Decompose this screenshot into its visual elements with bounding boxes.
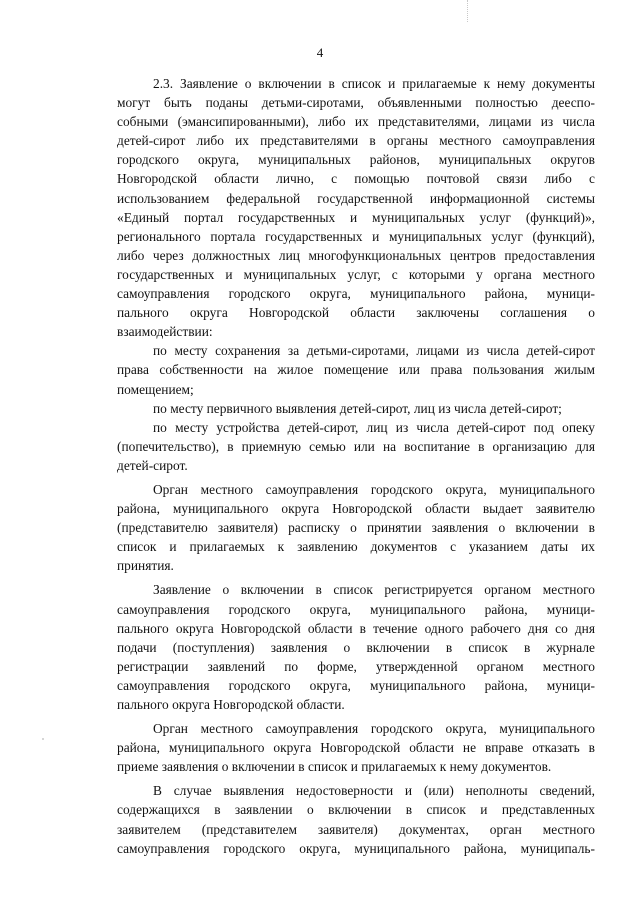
- text-line: содержащихся в заявлении о включении в список и представленных: [117, 802, 595, 818]
- text-line: самоуправления городского округа, муниципального района, муниципаль-: [117, 840, 595, 856]
- text-line: пального округа Новгородской области заключены соглашения о: [117, 305, 595, 321]
- text-line: Заявление о включении в список регистрируется органом местного: [153, 582, 595, 598]
- text-line: самоуправления городского округа, муниципального района, муници-: [117, 286, 595, 302]
- text-line: регистрации заявлений по форме, утвержденной органом местного: [117, 658, 595, 674]
- text-line: пального округа Новгородской области в течение одного рабочего дня со дня: [117, 620, 595, 636]
- list-item-ownership: [117, 341, 595, 398]
- text-line: список и прилагаемых к заявлению документов с указанием даты их: [117, 539, 595, 555]
- text-line: пального округа Новгородской области.: [117, 697, 345, 712]
- scan-artifact-dot: [42, 738, 44, 740]
- text-line: либо через должностных лиц многофункциональных центров предоставления: [117, 247, 595, 263]
- text-line: района, муниципального округа Новгородской области выдает заявителю: [117, 501, 595, 517]
- paragraph-inaccuracy: [117, 781, 595, 857]
- paragraph-2-3: [117, 74, 595, 341]
- text-line: Новгородской области лично, с помощью почтовой связи либо с: [117, 171, 595, 187]
- document-body: [117, 74, 595, 858]
- text-line: принятия.: [117, 558, 174, 574]
- list-item-placement: [117, 418, 595, 475]
- text-line: детей-сирот либо их представителями в органы местного самоуправления: [117, 133, 595, 149]
- text-line: приеме заявления о включении в список и прилагаемых к нему документов.: [117, 759, 552, 775]
- text-line: района, муниципального округа Новгородской области не вправе отказать в: [117, 740, 595, 756]
- text-line: детей-сирот.: [117, 457, 188, 473]
- text-line: самоуправления городского округа, муниципального района, муници-: [117, 677, 595, 693]
- text-line: могут быть поданы детьми-сиротами, объявленными полностью дееспо-: [117, 95, 595, 111]
- list-item-identification: [117, 399, 595, 418]
- text-line: по месту первичного выявления детей-сирот, лиц из числа детей-сирот;: [153, 400, 562, 416]
- text-line: по месту сохранения за детьми-сиротами, лицами из числа детей-сирот: [153, 343, 595, 359]
- text-line: Орган местного самоуправления городского округа, муниципального: [153, 721, 595, 737]
- text-line: собными (эмансипированными), либо их представителями, лицами из числа: [117, 114, 595, 130]
- text-line: использованием федеральной государственной информационной системы: [117, 190, 595, 206]
- text-line: регионального портала государственных и муниципальных услуг (функций),: [117, 228, 595, 244]
- text-line: «Единый портал государственных и муниципальных услуг (функций)»,: [117, 209, 595, 225]
- text-line: Орган местного самоуправления городского округа, муниципального: [153, 481, 595, 497]
- text-line: В случае выявления недостоверности и (или) неполноты сведений,: [153, 783, 595, 799]
- text-line: городского округа, муниципальных районов, муниципальных округов: [117, 152, 595, 168]
- text-line: (представителю заявителя) расписку о принятии заявления о включении в: [117, 520, 595, 536]
- text-line: государственных и муниципальных услуг, с которыми у органа местного: [117, 266, 595, 282]
- text-line: заявителем (представителем заявителя) документах, орган местного: [117, 821, 595, 837]
- text-line: по месту устройства детей-сирот, лиц из числа детей-сирот под опеку: [153, 419, 595, 435]
- text-line: взаимодействии:: [117, 324, 213, 340]
- text-line: (попечительство), в приемную семью или на воспитание в организацию для: [117, 438, 595, 454]
- text-line: 2.3. Заявление о включении в список и прилагаемые к нему документы: [153, 76, 595, 91]
- paragraph-receipt: [117, 480, 595, 575]
- page-number: 4: [316, 45, 324, 60]
- text-line: подачи (поступления) заявления о включении в список в журнале: [117, 639, 595, 655]
- text-line: помещением;: [117, 381, 194, 397]
- text-line: самоуправления городского округа, муниципального района, муници-: [117, 601, 595, 617]
- paragraph-no-refusal: [117, 719, 595, 776]
- paragraph-registration: [117, 580, 595, 714]
- scan-artifact: [467, 0, 469, 22]
- text-line: права собственности на жилое помещение или права пользования жилым: [117, 362, 595, 378]
